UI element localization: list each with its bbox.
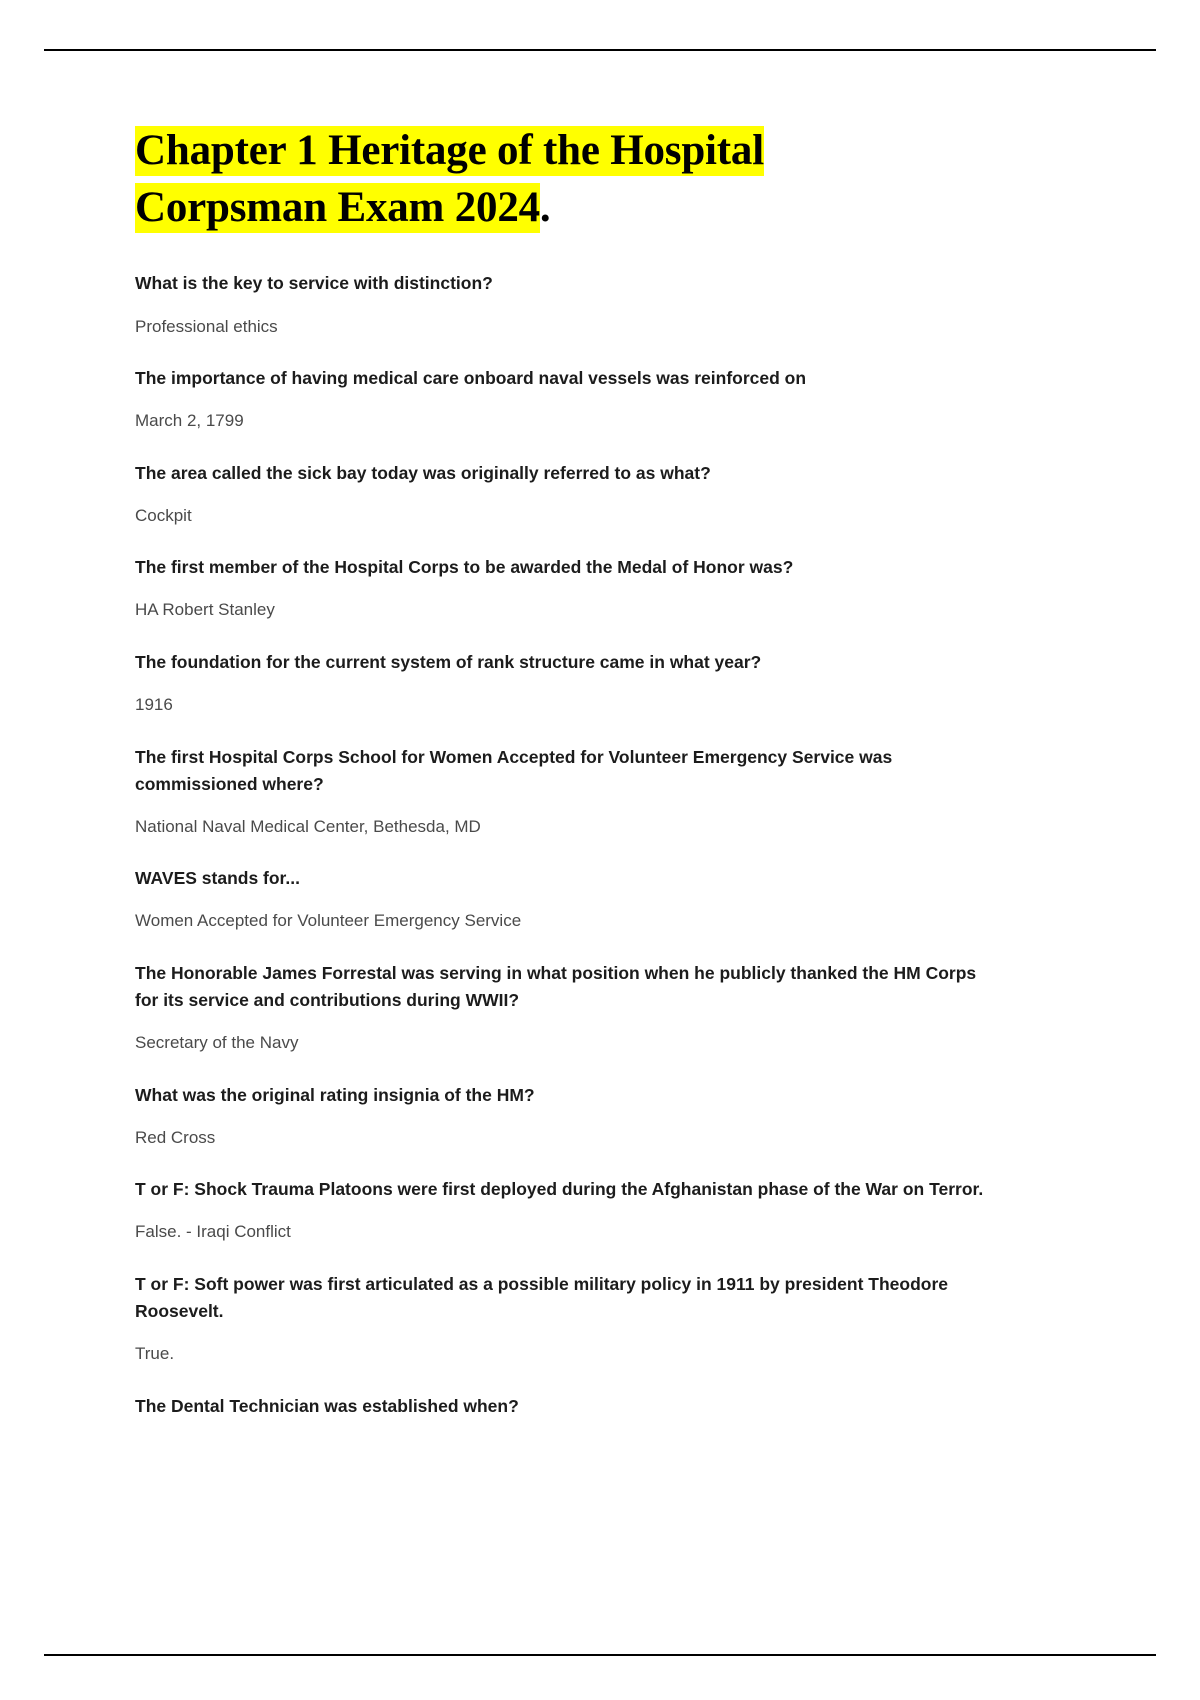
answer-text: Professional ethics	[135, 316, 278, 336]
answer-text: False. - Iraqi Conflict	[135, 1222, 291, 1242]
answer-text: True.	[135, 1344, 175, 1364]
answer-text: HA Robert Stanley	[135, 600, 275, 620]
question-text: The importance of having medical care onboard naval vessels was reinforced on	[135, 368, 807, 388]
qa-item	[135, 649, 1000, 718]
question-text: The first member of the Hospital Corps to be awarded the Medal of Honor was?	[135, 557, 794, 578]
qa-item	[135, 960, 1000, 1056]
page-bottom-rule	[44, 1654, 1156, 1656]
answer-text: Secretary of the Navy	[135, 1033, 299, 1053]
page-title-period: .	[539, 184, 551, 232]
question-text: T or F: Soft power was first articulated as a possible military policy in 1911 by president Theodore Roosevelt.	[135, 1273, 948, 1321]
question-text: The area called the sick bay today was originally referred to as what?	[135, 462, 711, 483]
answer-text: 1916	[135, 695, 173, 714]
question-text: What is the key to service with distinction?	[135, 273, 493, 294]
qa-item	[135, 1271, 1000, 1367]
qa-item	[135, 1082, 1000, 1151]
page-title-line-1: Chapter 1 Heritage of the Hospital	[135, 127, 764, 174]
answer-text: Cockpit	[135, 505, 192, 525]
page-top-rule	[44, 49, 1156, 51]
question-text: T or F: Shock Trauma Platoons were first deployed during the Afghanistan phase of the War on Terror.	[135, 1179, 984, 1200]
qa-item	[135, 1393, 1000, 1420]
question-text: The foundation for the current system of rank structure came in what year?	[135, 651, 762, 672]
question-text: The Honorable James Forrestal was serving in what position when he publicly thanked the HM Corps for its service and contributions during WWII?	[135, 962, 977, 1010]
answer-text: National Naval Medical Center, Bethesda, MD	[135, 816, 481, 836]
qa-item	[135, 460, 1000, 529]
qa-item	[135, 744, 1000, 840]
qa-item	[135, 554, 1000, 623]
question-text: What was the original rating insignia of the HM?	[135, 1084, 535, 1105]
question-text: The first Hospital Corps School for Women Accepted for Volunteer Emergency Service was commissioned where?	[135, 746, 893, 794]
question-text: WAVES stands for...	[135, 868, 300, 889]
document-body	[135, 122, 1000, 1420]
page-title	[135, 122, 1000, 236]
qa-item	[135, 865, 1000, 934]
answer-text: Red Cross	[135, 1127, 216, 1147]
question-text: The Dental Technician was established when?	[135, 1395, 519, 1416]
qa-item	[135, 365, 1000, 434]
qa-item	[135, 1176, 1000, 1245]
qa-item	[135, 270, 1000, 339]
answer-text: Women Accepted for Volunteer Emergency Service	[135, 911, 522, 931]
answer-text: March 2, 1799	[135, 411, 244, 431]
page-title-line-2: Corpsman Exam 2024	[135, 184, 540, 232]
qa-list	[135, 270, 1000, 1419]
